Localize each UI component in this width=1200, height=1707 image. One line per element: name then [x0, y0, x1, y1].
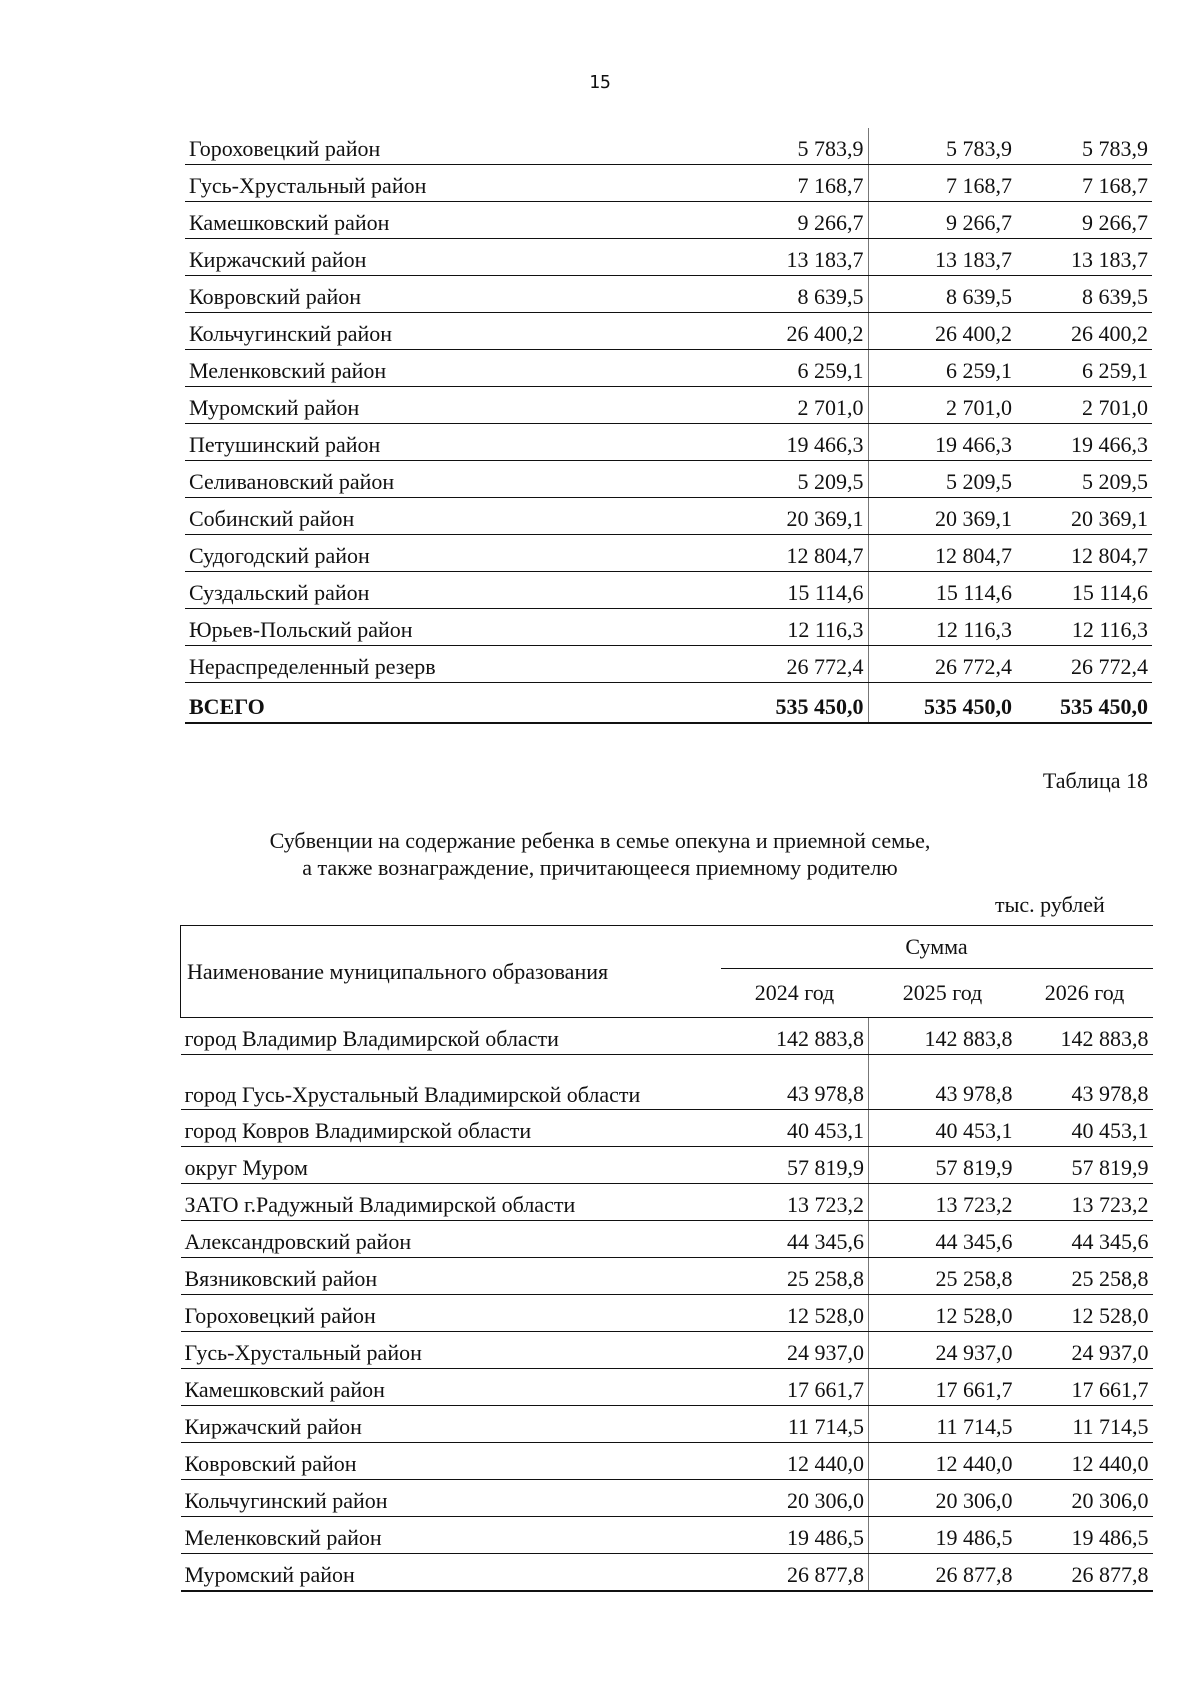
value-2024: 6 259,1: [720, 350, 868, 387]
header-2025: 2025 год: [869, 969, 1017, 1018]
row-name: Судогодский район: [185, 535, 720, 572]
table-row: [181, 1332, 1153, 1369]
value-2024: 57 819,9: [721, 1147, 869, 1184]
value-2025: 57 819,9: [869, 1147, 1017, 1184]
value-2026: 13 183,7: [1016, 239, 1152, 276]
table-row: [181, 1295, 1153, 1332]
value-2025: 6 259,1: [868, 350, 1016, 387]
table-row: [181, 1517, 1153, 1554]
value-2026: 25 258,8: [1017, 1258, 1153, 1295]
value-2025: 19 466,3: [868, 424, 1016, 461]
value-2026: 26 877,8: [1017, 1554, 1153, 1592]
table-row: [181, 1480, 1153, 1517]
value-2025: 25 258,8: [869, 1258, 1017, 1295]
value-2025: 11 714,5: [869, 1406, 1017, 1443]
header-2026: 2026 год: [1017, 969, 1153, 1018]
value-2026: 6 259,1: [1016, 350, 1152, 387]
total-2026: 535 450,0: [1016, 683, 1152, 724]
table-row: [185, 165, 1152, 202]
value-2025: 43 978,8: [869, 1055, 1017, 1110]
value-2025: 7 168,7: [868, 165, 1016, 202]
value-2024: 40 453,1: [721, 1110, 869, 1147]
row-name: Гороховецкий район: [185, 128, 720, 165]
value-2026: 20 306,0: [1017, 1480, 1153, 1517]
table-18-header: [181, 926, 1153, 1018]
value-2024: 12 440,0: [721, 1443, 869, 1480]
table-row: [185, 572, 1152, 609]
value-2026: 11 714,5: [1017, 1406, 1153, 1443]
table-row: [185, 498, 1152, 535]
value-2025: 12 440,0: [869, 1443, 1017, 1480]
value-2024: 25 258,8: [721, 1258, 869, 1295]
value-2024: 26 877,8: [721, 1554, 869, 1592]
row-name: Кольчугинский район: [185, 313, 720, 350]
row-name: Муромский район: [185, 387, 720, 424]
value-2025: 20 306,0: [869, 1480, 1017, 1517]
value-2025: 26 400,2: [868, 313, 1016, 350]
value-2024: 9 266,7: [720, 202, 868, 239]
value-2026: 19 486,5: [1017, 1517, 1153, 1554]
value-2025: 19 486,5: [869, 1517, 1017, 1554]
value-2026: 8 639,5: [1016, 276, 1152, 313]
row-name: Ковровский район: [181, 1443, 721, 1480]
value-2025: 26 772,4: [868, 646, 1016, 683]
table-18-title-line2: а также вознаграждение, причитающееся приемному родителю: [302, 855, 898, 880]
row-name: Суздальский район: [185, 572, 720, 609]
value-2024: 7 168,7: [720, 165, 868, 202]
value-2026: 15 114,6: [1016, 572, 1152, 609]
row-name: Гусь-Хрустальный район: [185, 165, 720, 202]
value-2025: 8 639,5: [868, 276, 1016, 313]
value-2025: 12 528,0: [869, 1295, 1017, 1332]
value-2026: 20 369,1: [1016, 498, 1152, 535]
row-name: Петушинский район: [185, 424, 720, 461]
value-2026: 9 266,7: [1016, 202, 1152, 239]
value-2025: 12 116,3: [868, 609, 1016, 646]
table-row: [181, 1055, 1153, 1110]
table-row: [185, 461, 1152, 498]
value-2024: 15 114,6: [720, 572, 868, 609]
table-row: [185, 424, 1152, 461]
header-sum: Сумма: [721, 926, 1153, 969]
value-2025: 12 804,7: [868, 535, 1016, 572]
total-2024: 535 450,0: [720, 683, 868, 724]
table-row: [185, 350, 1152, 387]
table-row: [185, 609, 1152, 646]
row-name: Нераспределенный резерв: [185, 646, 720, 683]
value-2024: 20 369,1: [720, 498, 868, 535]
value-2026: 142 883,8: [1017, 1018, 1153, 1055]
total-2025: 535 450,0: [868, 683, 1016, 724]
table-row: [185, 128, 1152, 165]
value-2026: 12 528,0: [1017, 1295, 1153, 1332]
table-row: [181, 1221, 1153, 1258]
value-2025: 40 453,1: [869, 1110, 1017, 1147]
row-name: Киржачский район: [185, 239, 720, 276]
total-label: ВСЕГО: [185, 683, 720, 724]
row-name: Гусь-Хрустальный район: [181, 1332, 721, 1369]
value-2024: 13 723,2: [721, 1184, 869, 1221]
value-2026: 5 783,9: [1016, 128, 1152, 165]
value-2026: 12 440,0: [1017, 1443, 1153, 1480]
table-row: [185, 276, 1152, 313]
table-row: [185, 646, 1152, 683]
value-2025: 2 701,0: [868, 387, 1016, 424]
value-2025: 15 114,6: [868, 572, 1016, 609]
value-2024: 11 714,5: [721, 1406, 869, 1443]
row-name: Вязниковский район: [181, 1258, 721, 1295]
table-row: [181, 1258, 1153, 1295]
row-name: Меленковский район: [181, 1517, 721, 1554]
value-2025: 44 345,6: [869, 1221, 1017, 1258]
value-2025: 142 883,8: [869, 1018, 1017, 1055]
table-row: [181, 1110, 1153, 1147]
value-2024: 142 883,8: [721, 1018, 869, 1055]
value-2024: 19 486,5: [721, 1517, 869, 1554]
value-2025: 5 209,5: [868, 461, 1016, 498]
value-2024: 5 783,9: [720, 128, 868, 165]
value-2026: 40 453,1: [1017, 1110, 1153, 1147]
table-18-body: [181, 1018, 1153, 1592]
table-row: [181, 1018, 1153, 1055]
row-name: Селивановский район: [185, 461, 720, 498]
value-2025: 26 877,8: [869, 1554, 1017, 1592]
row-name: город Ковров Владимирской области: [181, 1110, 721, 1147]
value-2024: 5 209,5: [720, 461, 868, 498]
row-name: Александровский район: [181, 1221, 721, 1258]
table-17-continuation: [185, 128, 1152, 724]
value-2026: 44 345,6: [1017, 1221, 1153, 1258]
value-2026: 26 772,4: [1016, 646, 1152, 683]
row-name: ЗАТО г.Радужный Владимирской области: [181, 1184, 721, 1221]
row-name: округ Муром: [181, 1147, 721, 1184]
value-2026: 26 400,2: [1016, 313, 1152, 350]
row-name: Гороховецкий район: [181, 1295, 721, 1332]
table-row: [185, 387, 1152, 424]
value-2025: 24 937,0: [869, 1332, 1017, 1369]
value-2026: 19 466,3: [1016, 424, 1152, 461]
page-number: 15: [589, 72, 611, 93]
value-2026: 13 723,2: [1017, 1184, 1153, 1221]
table-row: [181, 1554, 1153, 1592]
value-2024: 8 639,5: [720, 276, 868, 313]
value-2025: 20 369,1: [868, 498, 1016, 535]
row-name: Камешковский район: [185, 202, 720, 239]
value-2025: 13 723,2: [869, 1184, 1017, 1221]
value-2024: 19 466,3: [720, 424, 868, 461]
value-2024: 12 528,0: [721, 1295, 869, 1332]
value-2024: 26 772,4: [720, 646, 868, 683]
table-row: [181, 1147, 1153, 1184]
value-2024: 2 701,0: [720, 387, 868, 424]
table-17-body: [185, 128, 1152, 723]
row-name: город Владимир Владимирской области: [181, 1018, 721, 1055]
value-2025: 5 783,9: [868, 128, 1016, 165]
table-row: [181, 1443, 1153, 1480]
value-2026: 12 804,7: [1016, 535, 1152, 572]
row-name: Муромский район: [181, 1554, 721, 1592]
table-row: [185, 202, 1152, 239]
value-2024: 43 978,8: [721, 1055, 869, 1110]
table-row: [185, 535, 1152, 572]
row-name: Меленковский район: [185, 350, 720, 387]
header-2024: 2024 год: [721, 969, 869, 1018]
value-2026: 5 209,5: [1016, 461, 1152, 498]
table-18-title-line1: Субвенции на содержание ребенка в семье опекуна и приемной семье,: [269, 828, 931, 853]
value-2026: 57 819,9: [1017, 1147, 1153, 1184]
value-2025: 13 183,7: [868, 239, 1016, 276]
table-18: [180, 925, 1153, 1592]
value-2026: 17 661,7: [1017, 1369, 1153, 1406]
value-2026: 43 978,8: [1017, 1055, 1153, 1110]
row-name: Камешковский район: [181, 1369, 721, 1406]
row-name: город Гусь-Хрустальный Владимирской области: [181, 1055, 721, 1110]
value-2026: 12 116,3: [1016, 609, 1152, 646]
value-2024: 20 306,0: [721, 1480, 869, 1517]
table-row: [185, 313, 1152, 350]
table-row: [181, 1369, 1153, 1406]
row-name: Киржачский район: [181, 1406, 721, 1443]
row-name: Юрьев-Польский район: [185, 609, 720, 646]
value-2026: 7 168,7: [1016, 165, 1152, 202]
value-2026: 2 701,0: [1016, 387, 1152, 424]
value-2024: 26 400,2: [720, 313, 868, 350]
value-2024: 13 183,7: [720, 239, 868, 276]
value-2025: 17 661,7: [869, 1369, 1017, 1406]
row-name: Собинский район: [185, 498, 720, 535]
total-row: [185, 683, 1152, 724]
value-2024: 17 661,7: [721, 1369, 869, 1406]
table-18-unit: тыс. рублей: [995, 892, 1105, 917]
value-2024: 24 937,0: [721, 1332, 869, 1369]
value-2024: 44 345,6: [721, 1221, 869, 1258]
row-name: Ковровский район: [185, 276, 720, 313]
value-2026: 24 937,0: [1017, 1332, 1153, 1369]
value-2024: 12 804,7: [720, 535, 868, 572]
table-18-label: Таблица 18: [1042, 768, 1148, 793]
row-name: Кольчугинский район: [181, 1480, 721, 1517]
value-2024: 12 116,3: [720, 609, 868, 646]
table-row: [181, 1406, 1153, 1443]
value-2025: 9 266,7: [868, 202, 1016, 239]
header-name: Наименование муниципального образования: [181, 926, 721, 1018]
table-row: [185, 239, 1152, 276]
table-row: [181, 1184, 1153, 1221]
